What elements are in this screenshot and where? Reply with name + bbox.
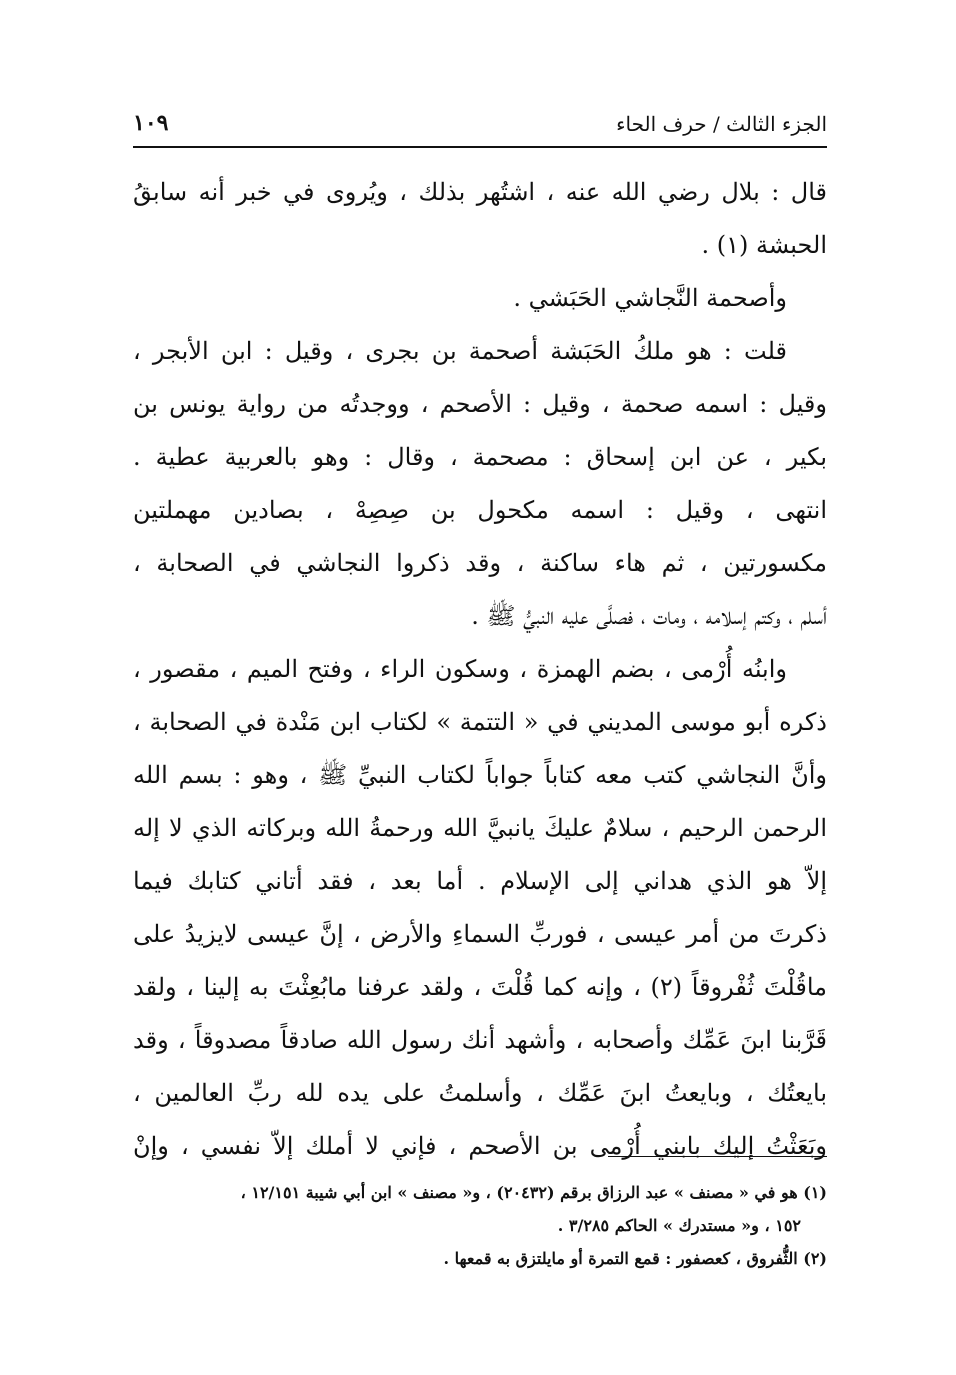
text-line: قال : بلال رضي الله عنه ، اشتُهر بذلك ، ويُروى في خبر أنه سابقُ (133, 178, 827, 206)
header-rule (133, 146, 827, 148)
text-line: الحبشة (١) . (701, 231, 827, 259)
text-line: قَرَّبنا ابنَ عَمِّك وأصحابه ، وأشهد أنك رسول الله صادقاً مصدوقاً ، وقد (133, 1026, 827, 1054)
text-line: وأنَّ النجاشي كتب معه كتاباً جواباً لكتاب النبيِّ ﷺ ، وهو : بسم الله (133, 761, 827, 789)
footnote-2: (٢) الثُّفروق ، كعصفور : قمع التمرة أو مايلتزق به قمعها . (443, 1249, 827, 1268)
text-line: ذكرتَ من أمر عيسى ، فوربِّ السماءِ والأرض ، إنَّ عيسى لايزيدُ على (133, 920, 827, 948)
text-line: وقيل : اسمه صحمة ، وقيل : الأصحم ، ووجدتُه من رواية يونس بن (133, 390, 827, 418)
footnotes (133, 1176, 827, 1275)
text-line: إلاّ هو الذي هداني إلى الإسلام . أما بعد ، فقد أتاني كتابك فيما (133, 867, 827, 895)
text-line: مكسورتين ، ثم هاء ساكنة ، وقد ذكروا النجاشي في الصحابة ، (133, 549, 827, 577)
text-line: ماقُلْتَ ثُفْروقاً (٢) ، وإنه كما قُلْتَ ، ولقد عرفنا مابُعِثْتَ به إلينا ، ولقد (133, 973, 827, 1001)
running-title: الجزء الثالث / حرف الحاء (616, 112, 827, 136)
footnote-rule (608, 1156, 827, 1157)
text-line: الرحمن الرحيم ، سلامٌ عليكَ يانبيَّ الله ورحمةُ الله وبركاته الذي لا إله (133, 814, 827, 842)
page-header (133, 96, 827, 136)
text-line: قلت : هو ملكُ الحَبَشة أصحمة بن بجرى ، وقيل : ابن الأبجر ، (133, 337, 787, 365)
text-line: ذكره أبو موسى المديني في « التتمة » لكتاب ابن مَنْدة في الصحابة ، (133, 708, 827, 736)
footnote-1: (١) هو في « مصنف » عبد الرزاق برقم (٢٠٤٣٢) ، و« مصنف » ابن أبي شيبة ١٢/١٥١ ، (240, 1183, 827, 1202)
text-line: بايعتُك ، وبايعتُ ابنَ عَمِّك ، وأسلمتُ على يده لله ربِّ العالمين ، (133, 1079, 827, 1107)
text-line: بكير ، عن ابن إسحاق : مصحمة ، وقال : وهو بالعربية عطية . (133, 443, 827, 471)
text-line: انتهى ، وقيل : اسمه مكحول بن صِصِهْ ، بصادين مهملتين (133, 496, 827, 524)
page-number: ١٠٩ (133, 110, 169, 136)
text-line: أسلم ، وكتم إسلامه ، ومات ، فصلَّى عليه النبيُّ ﷺ . (471, 602, 827, 630)
text-line: وبَعَثْتُ إليك بابني أُرْمى بن الأصحم ، فإني لا أملك إلاّ نفسي ، وإنْ (133, 1132, 827, 1160)
text-line: وأصحمة النَّجاشي الحَبَشي . (513, 284, 787, 312)
footnote-1-continued: ١٥٢ ، و« مستدرك » الحاكم ٣/٢٨٥ . (557, 1216, 801, 1235)
text-line: وابنُه أُرْمى ، بضم الهمزة ، وسكون الراء ، وفتح الميم ، مقصور ، (133, 655, 787, 683)
main-text (133, 166, 827, 1173)
